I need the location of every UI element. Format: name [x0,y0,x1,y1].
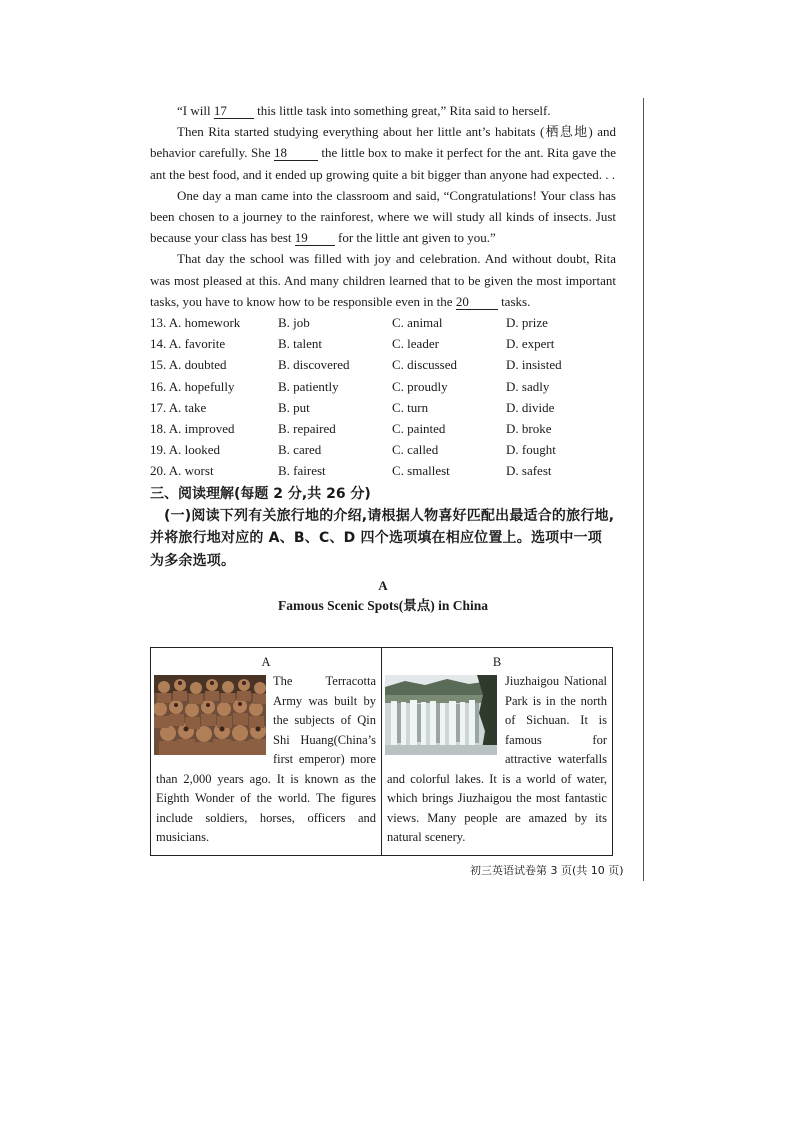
cloze-paragraph-3: One day a man came into the classroom and said, “Congratulations! Your class has been chosen to a journey to the rainforest, where we will study all kinds of insects. Just because your class has best 19 for the little ant given to you.” [150,187,616,246]
cloze-paragraph-1: “I will 17 this little task into something great,” Rita said to herself. [177,103,551,118]
spot-b-cell [382,648,612,855]
passage-letter: A [378,578,388,594]
section-instruction: (一)阅读下列有关旅行地的介绍,请根据人物喜好匹配出最适合的旅行地,并将旅行地对应的 A、B、C、D 四个选项填在相应位置上。选项中一项为多余选项。 [150,507,615,569]
jiuzhaigou-waterfall-photo [385,675,497,755]
option-row-19: 19. A. looked B. cared C. called D. fought [150,442,556,458]
spot-a-description: The Terracotta Army was built by the subjects of Qin Shi Huang(China’s first emperor) more than 2,000 years ago. It is known as the Eighth Wonder of the world. The figures include soldiers, horses, officers and musicians. [156,674,376,844]
spot-a-cell [151,648,382,855]
option-row-17: 17. A. take B. put C. turn D. divide [150,399,555,415]
answer-options [150,312,616,482]
blank-19: 19 [295,231,335,246]
spot-a-letter: A [261,655,271,669]
cloze-paragraph-2: Then Rita started studying everything about her little ant’s habitats (栖息地) and behavior carefully. She 18 the little box to make it perfect for the ant. Rita gave the ant the best food, and it ended up growing quite a bit bigger than anyone had expected. . . [150,124,616,182]
option-row-14: 14. A. favorite B. talent C. leader D. expert [150,336,555,352]
option-row-13: 13. A. homework B. job C. animal D. prize [150,315,548,331]
exam-content [150,100,616,617]
blank-20: 20 [456,295,498,310]
blank-17: 17 [214,104,254,119]
option-row-15: 15. A. doubted B. discovered C. discussed D. insisted [150,357,562,373]
option-row-20: 20. A. worst B. fairest C. smallest D. safest [150,463,552,479]
spot-b-description: Jiuzhaigou National Park is in the north of Sichuan. It is famous for attractive waterfalls and colorful lakes. It is a world of water, which brings Jiuzhaigou the most fantastic views. Many people are amazed by its natural scenery. [387,674,607,844]
option-row-16: 16. A. hopefully B. patiently C. proudly D. sadly [150,378,550,394]
passage-title: Famous Scenic Spots(景点) in China [277,598,489,614]
blank-18: 18 [274,146,318,161]
page-footer: 初三英语试卷第 3 页(共 10 页) [470,864,624,877]
terracotta-army-photo [154,675,266,755]
section-heading: 三、阅读理解(每题 2 分,共 26 分) [150,485,371,502]
page-margin-line [643,98,644,881]
scenic-spots-table [150,647,613,856]
option-row-18: 18. A. improved B. repaired C. painted D. broke [150,420,552,436]
spot-b-letter: B [492,655,502,669]
cloze-paragraph-4: That day the school was filled with joy and celebration. And without doubt, Rita was most pleased at this. And many children learned that to be given the most important tasks, you have to know how to be responsible even in the 20 tasks. [150,251,616,309]
